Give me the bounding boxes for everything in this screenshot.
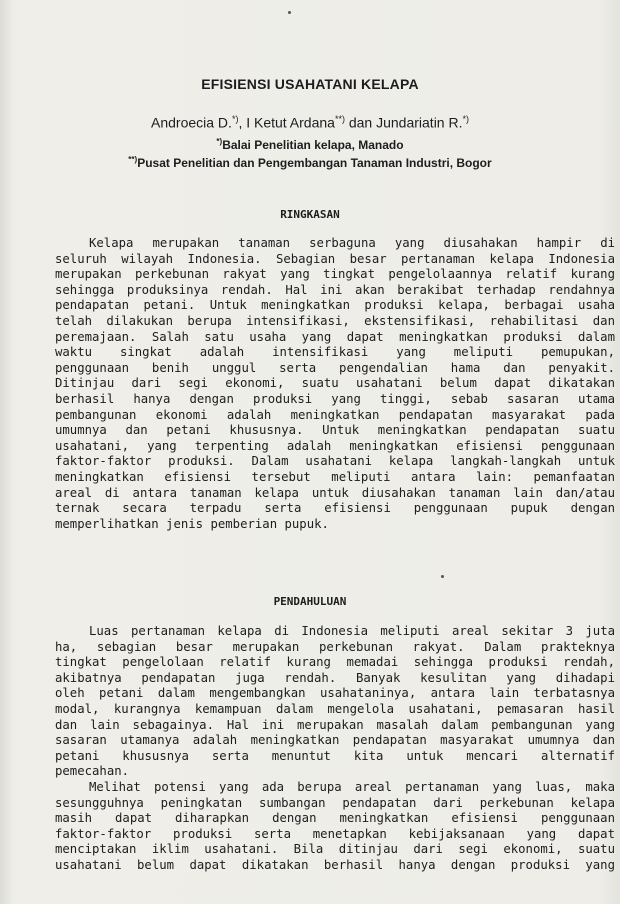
text-line: pendapatan petani. Untuk meningkatkan produksi kelapa, berbagai usaha	[55, 298, 615, 313]
author-2-mark: **)	[334, 114, 345, 124]
affiliation-2	[0, 155, 620, 170]
text-line: memperlihatkan jenis pemberian pupuk.	[55, 516, 329, 531]
author-line	[0, 114, 620, 131]
text-line: masih dapat diharapkan dengan meningkatkan efisiensi penggunaan	[55, 811, 615, 826]
paper-title: EFISIENSI USAHATANI KELAPA	[201, 76, 419, 92]
text-line: peremajaan. Salah satu usaha yang dapat meningkatkan produksi dalam	[55, 329, 615, 344]
text-line: Luas pertanaman kelapa di Indonesia meliputi areal sekitar 3 juta	[89, 624, 615, 638]
author-1-mark: *)	[231, 114, 239, 124]
author-1: Androecia D.	[151, 114, 232, 131]
text-line: ternak secara terpadu serta efisiensi penggunaan pupuk dengan	[55, 501, 615, 516]
text-line: dan lain sebagainya. Hal ini merupakan masalah dalam pembangunan yang	[55, 717, 615, 732]
speck-mark	[441, 575, 444, 578]
text-line: berhasil hanya dengan produksi yang tinggi, sebab sasaran utama	[55, 391, 615, 406]
text-line: waktu singkat adalah intensifikasi yang meliputi pemupukan,	[55, 345, 615, 360]
affiliation-1-text: Balai Penelitian kelapa, Manado	[222, 138, 404, 152]
text-line: usahatani, yang terpenting adalah meningkatkan efisiensi penggunaan	[55, 438, 615, 453]
affiliation-2-text: Pusat Penelitian dan Pengembangan Tanaman Industri, Bogor	[137, 156, 492, 170]
intro-paragraph-1	[55, 624, 615, 780]
text-line: meningkatkan efisiensi tersebut meliputi antara lain: pemanfaatan	[55, 469, 615, 484]
text-line: sesungguhnya peningkatan sumbangan pendapatan dari perkebunan kelapa	[55, 795, 615, 810]
text-line: Melihat potensi yang ada berupa areal pertanaman yang luas, maka	[89, 780, 615, 794]
text-line: sehingga produksinya rendah. Hal ini akan berakibat terhadap rendahnya	[55, 282, 615, 297]
text-line: pemecahan.	[55, 764, 130, 779]
text-line: Kelapa merupakan tanaman serbaguna yang diusahakan hampir di	[89, 236, 615, 250]
intro-heading: PENDAHULUAN	[273, 595, 347, 608]
text-line: petani khususnya serta menuntut kita untuk mencari alternatif	[55, 748, 615, 763]
author-3-mark: *)	[462, 114, 469, 124]
text-line: menciptakan iklim usahatani. Bila ditinjau dari segi ekonomi, suatu	[55, 842, 615, 857]
author-2: , I Ketut Ardana	[238, 114, 335, 131]
text-line: penggunaan benih unggul serta pengendalian hama dan penyakit.	[55, 360, 615, 375]
text-line: oleh petani dalam mengembangkan usahataninya, antara lain terbatasnya	[55, 686, 615, 701]
text-line: ha, sebagian besar merupakan perkebunan rakyat. Dalam prakteknya	[55, 639, 615, 654]
author-3: dan Jundariatin R.	[344, 114, 463, 131]
text-line: tingkat pengelolaan relatif kurang memadai sehingga produksi rendah,	[55, 655, 615, 670]
text-line: usahatani belum dapat dikatakan berhasil hanya dengan produksi yang	[55, 857, 615, 872]
text-line: Ditinjau dari segi ekonomi, suatu usahatani belum dapat dikatakan	[55, 376, 615, 391]
text-line: merupakan perkebunan rakyat yang tingkat pengelolaannya relatif kurang	[55, 267, 615, 282]
affiliation-2-mark: **)	[128, 155, 138, 164]
text-line: umumnya dan petani khususnya. Untuk meningkatkan pendapatan suatu	[55, 423, 615, 438]
abstract-heading: RINGKASAN	[280, 208, 340, 221]
text-line: akibatnya pendapatan juga rendah. Banyak kesulitan yang dihadapi	[55, 670, 615, 685]
text-line: areal di antara tanaman kelapa untuk diusahakan tanaman lain dan/atau	[55, 485, 615, 500]
affiliation-1-mark: *)	[216, 137, 223, 146]
abstract-body	[55, 236, 615, 532]
text-line: pembangunan ekonomi adalah meningkatkan pendapatan masyarakat pada	[55, 407, 615, 422]
speck-mark	[288, 11, 291, 14]
text-line: seluruh wilayah Indonesia. Sebagian besar pertanaman kelapa Indonesia	[55, 251, 615, 266]
text-line: modal, kurangnya kemampuan dalam mengelola usahatani, pemasaran hasil	[55, 701, 615, 716]
text-line: faktor-faktor produksi. Dalam usahatani kelapa langkah-langkah untuk	[55, 454, 615, 469]
text-line: telah dilakukan berupa intensifikasi, ekstensifikasi, rehabilitasi dan	[55, 313, 615, 328]
affiliation-1	[0, 137, 620, 152]
text-line: faktor-faktor produksi serta menetapkan kebijaksanaan yang dapat	[55, 826, 615, 841]
intro-paragraph-2	[55, 780, 615, 874]
text-line: sasaran utamanya adalah meningkatkan pendapatan masyarakat umumnya dan	[55, 733, 615, 748]
